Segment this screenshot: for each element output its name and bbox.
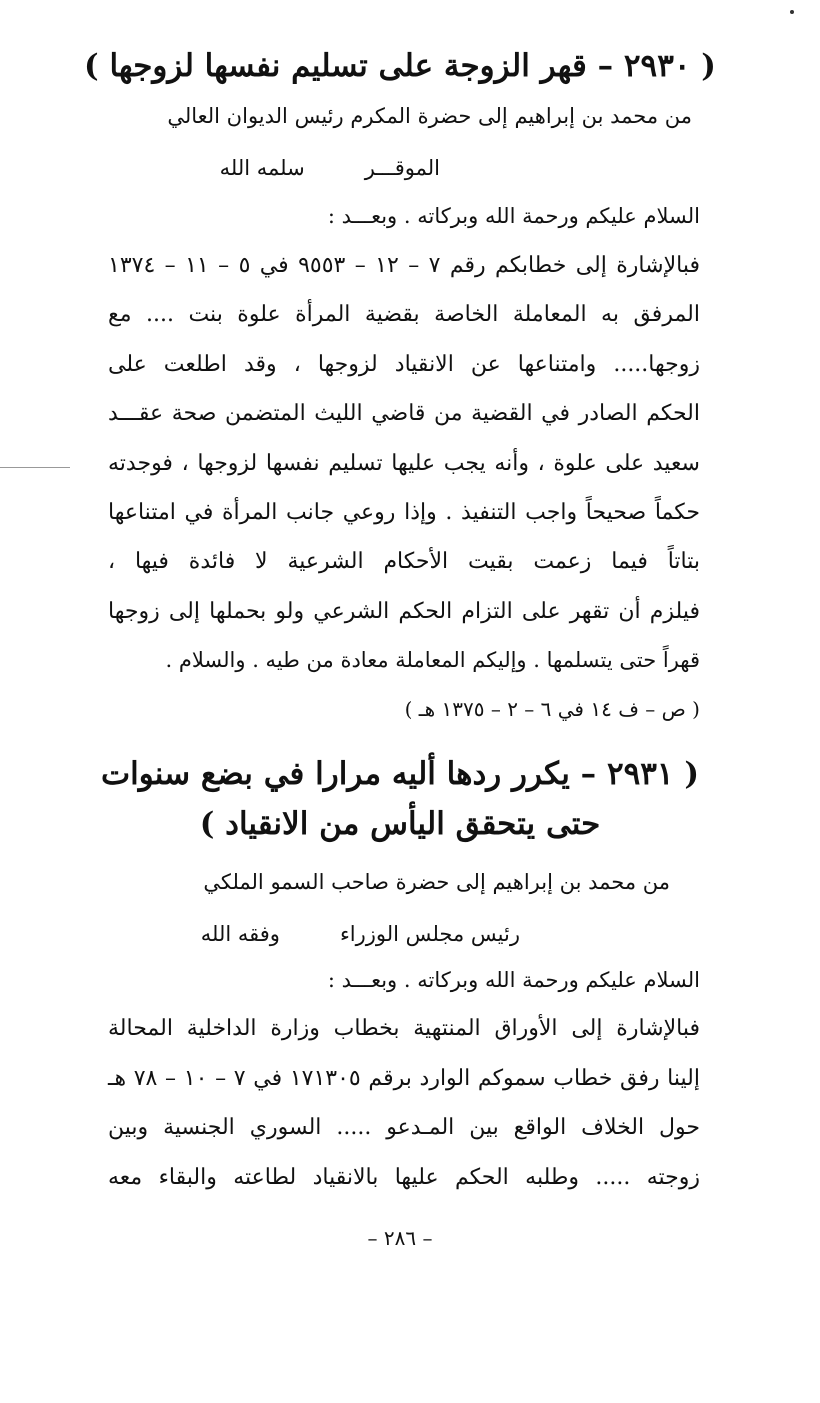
letter-2930-body-line: فيلزم أن تقهر على التزام الحكم الشرعي ولو بحملها إلى زوجها — [108, 599, 700, 624]
page-number: – ٢٨٦ – — [367, 1226, 433, 1250]
letter-2930-heading: ( ٢٩٣٠ – قهر الزوجة على تسليم نفسها لزوجها ) — [84, 48, 716, 84]
scan-artifact-line — [0, 467, 70, 468]
letter-2930-body-line: الحكم الصادر في القضية من قاضي الليث المتضمن صحة عقـــد — [108, 401, 700, 426]
honorific-right: سلمه الله — [219, 156, 305, 180]
letter-2930-body-line: سعيد على علوة ، وأنه يجب عليها تسليم نفسها لزوجها ، فوجدته — [108, 451, 700, 476]
letter-2931-body-line: حول الخلاف الواقع بين المـدعو ..... السوري الجنسية وبين — [108, 1115, 700, 1140]
letter-2931-body-line: فبالإشارة إلى الأوراق المنتهية بخطاب وزارة الداخلية المحالة — [108, 1016, 700, 1041]
letter-2931-title — [201, 922, 520, 946]
letter-2930-greeting: السلام عليكم ورحمة الله وبركاته . وبعـــد : — [327, 204, 700, 228]
title-right: وفقه الله — [200, 922, 280, 946]
letter-2931-body-line: إلينا رفق خطاب سموكم الوارد برقم ١٧١٣٠٥ في ٧ – ١٠ – ٧٨ هـ — [108, 1066, 700, 1091]
letter-2931-body-line: زوجته ..... وطلبه الحكم عليها بالانقياد لطاعته والبقاء معه — [108, 1165, 700, 1190]
letter-2930-body-line: حكماً صحيحاً واجب التنفيذ . وإذا روعي جانب المرأة في امتناعها — [108, 500, 700, 525]
letter-2931-heading-line2: حتى يتحقق اليأس من الانقياد ) — [199, 806, 601, 842]
honorific-left: الموقـــر — [364, 156, 440, 180]
letter-2930-from-line: من محمد بن إبراهيم إلى حضرة المكرم رئيس الديوان العالي — [167, 104, 692, 128]
letter-2931-from-line: من محمد بن إبراهيم إلى حضرة صاحب السمو الملكي — [203, 870, 670, 894]
scan-artifact-dot — [790, 10, 794, 14]
letter-2930-body-line: زوجها..... وامتناعها عن الانقياد لزوجها ، وقد اطلعت على — [108, 352, 700, 377]
letter-2930-reference: ( ص – ف ١٤ في ٦ – ٢ – ١٣٧٥ هـ ) — [404, 697, 700, 721]
letter-2930-honorific — [220, 156, 440, 180]
title-left: رئيس مجلس الوزراء — [339, 922, 520, 946]
letter-2931-heading-line1: ( ٢٩٣١ – يكرر ردها أليه مرارا في بضع سنوات — [100, 756, 700, 792]
letter-2930-body-line: قهراً حتى يتسلمها . وإليكم المعاملة معادة من طيه . والسلام . — [165, 648, 700, 672]
letter-2930-body-line: المرفق به المعاملة الخاصة بقضية المرأة علوة بنت .... مع — [108, 302, 700, 327]
letter-2931-greeting: السلام عليكم ورحمة الله وبركاته . وبعـــد : — [327, 968, 700, 992]
letter-2930-body-line: فبالإشارة إلى خطابكم رقم ٧ – ١٢ – ٩٥٥٣ في ٥ – ١١ – ١٣٧٤ — [108, 253, 700, 278]
letter-2930-body-line: بتاتاً فيما زعمت بقيت الأحكام الشرعية لا فائدة فيها ، — [108, 549, 700, 574]
